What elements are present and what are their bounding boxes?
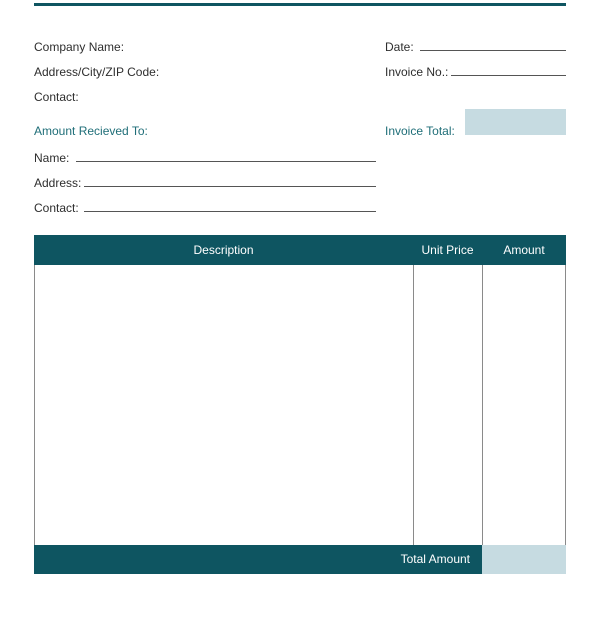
recipient-contact-label: Contact: bbox=[34, 201, 79, 215]
column-divider bbox=[482, 265, 483, 545]
date-field-line[interactable] bbox=[420, 50, 566, 51]
company-contact-label: Contact: bbox=[34, 90, 79, 104]
table-footer bbox=[34, 545, 482, 574]
column-header-amount: Amount bbox=[503, 243, 545, 257]
column-divider bbox=[413, 265, 414, 545]
recipient-contact-field-line[interactable] bbox=[84, 211, 376, 212]
amount-received-heading: Amount Recieved To: bbox=[34, 124, 148, 138]
items-table bbox=[34, 235, 566, 574]
recipient-name-label: Name: bbox=[34, 151, 70, 165]
recipient-name-field-line[interactable] bbox=[76, 161, 376, 162]
table-body[interactable] bbox=[34, 265, 566, 545]
total-amount-box[interactable] bbox=[482, 545, 566, 574]
company-name-label: Company Name: bbox=[34, 40, 125, 54]
date-label: Date: bbox=[385, 40, 414, 54]
invoice-total-label: Invoice Total: bbox=[385, 124, 455, 138]
top-accent-rule bbox=[34, 3, 566, 6]
recipient-address-field-line[interactable] bbox=[84, 186, 376, 187]
invoice-total-box[interactable] bbox=[465, 109, 566, 135]
total-amount-label: Total Amount bbox=[400, 552, 470, 566]
company-address-label: Address/City/ZIP Code: bbox=[34, 65, 160, 79]
column-header-description: Description bbox=[193, 243, 254, 257]
recipient-address-label: Address: bbox=[34, 176, 82, 190]
table-header bbox=[34, 235, 566, 265]
column-header-unit-price: Unit Price bbox=[421, 243, 474, 257]
invoice-number-label: Invoice No.: bbox=[385, 65, 449, 79]
invoice-number-field-line[interactable] bbox=[451, 75, 566, 76]
